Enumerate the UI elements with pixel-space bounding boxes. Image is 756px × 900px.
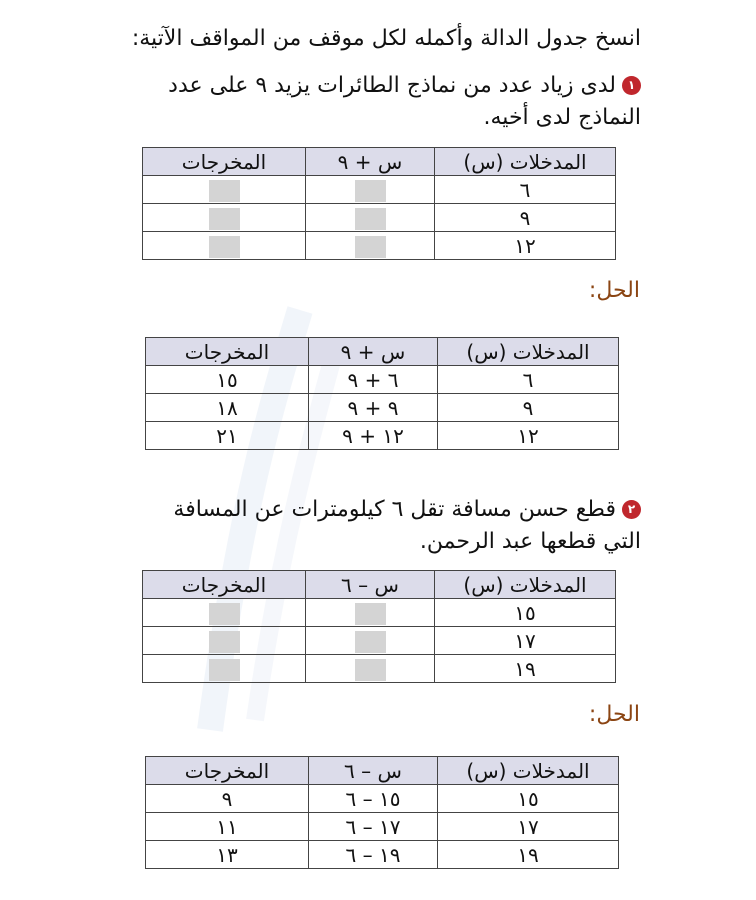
problem-2-line-2: التي قطعها عبد الرحمن.	[419, 529, 641, 554]
table-row	[143, 627, 616, 655]
table-header-inputs: المدخلات (س)	[438, 757, 619, 785]
output-cell-blank	[143, 655, 306, 683]
blank-box	[209, 603, 240, 625]
rule-cell: ١٧ – ٦	[309, 813, 438, 841]
table-header-inputs: المدخلات (س)	[435, 148, 616, 176]
solution-label-1: الحل:	[588, 278, 640, 303]
output-cell-blank	[143, 599, 306, 627]
input-cell: ١٧	[438, 813, 619, 841]
table-row	[143, 176, 616, 204]
input-cell: ١٢	[435, 232, 616, 260]
rule-cell-blank	[306, 627, 435, 655]
solution-1-table	[145, 337, 619, 450]
output-cell: ١١	[146, 813, 309, 841]
rule-cell: ١٩ – ٦	[309, 841, 438, 869]
problem-1-table	[142, 147, 616, 260]
table-header-rule: س + ٩	[309, 338, 438, 366]
problem-2-badge: ٢	[622, 500, 641, 519]
output-cell-blank	[143, 176, 306, 204]
output-cell: ٢١	[146, 422, 309, 450]
output-cell-blank	[143, 204, 306, 232]
blank-box	[209, 180, 240, 202]
table-header-inputs: المدخلات (س)	[435, 571, 616, 599]
rule-cell-blank	[306, 204, 435, 232]
solution-label-2: الحل:	[588, 702, 640, 727]
input-cell: ٩	[435, 204, 616, 232]
table-header-inputs: المدخلات (س)	[438, 338, 619, 366]
input-cell: ٩	[438, 394, 619, 422]
rule-cell-blank	[306, 176, 435, 204]
input-cell: ١٧	[435, 627, 616, 655]
rule-cell-blank	[306, 232, 435, 260]
problem-1-line-1: لدى زياد عدد من نماذج الطائرات يزيد ٩ على عدد	[168, 73, 616, 98]
instruction-text: انسخ جدول الدالة وأكمله لكل موقف من المواقف الآتية:	[131, 26, 641, 51]
table-header-outputs: المخرجات	[146, 757, 309, 785]
rule-cell-blank	[306, 655, 435, 683]
table-header-rule: س – ٦	[309, 757, 438, 785]
blank-box	[355, 180, 386, 202]
rule-cell: ١٢ + ٩	[309, 422, 438, 450]
blank-box	[209, 659, 240, 681]
table-row	[143, 655, 616, 683]
input-cell: ٦	[435, 176, 616, 204]
table-row	[146, 422, 619, 450]
table-row	[143, 232, 616, 260]
blank-box	[209, 631, 240, 653]
table-row	[146, 813, 619, 841]
blank-box	[209, 208, 240, 230]
table-row	[146, 841, 619, 869]
input-cell: ١٩	[438, 841, 619, 869]
input-cell: ١٥	[435, 599, 616, 627]
blank-box	[355, 659, 386, 681]
table-row	[143, 204, 616, 232]
output-cell: ١٥	[146, 366, 309, 394]
input-cell: ١٥	[438, 785, 619, 813]
table-header-rule: س + ٩	[306, 148, 435, 176]
problem-1-badge: ١	[622, 76, 641, 95]
blank-box	[355, 236, 386, 258]
rule-cell: ٦ + ٩	[309, 366, 438, 394]
table-row	[143, 599, 616, 627]
table-header-outputs: المخرجات	[143, 571, 306, 599]
table-header-rule: س – ٦	[306, 571, 435, 599]
output-cell: ١٨	[146, 394, 309, 422]
solution-2-table	[145, 756, 619, 869]
problem-2-text	[151, 494, 641, 558]
table-header-outputs: المخرجات	[146, 338, 309, 366]
blank-box	[355, 631, 386, 653]
rule-cell: ١٥ – ٦	[309, 785, 438, 813]
blank-box	[355, 603, 386, 625]
problem-2-table	[142, 570, 616, 683]
table-row	[146, 785, 619, 813]
blank-box	[355, 208, 386, 230]
output-cell-blank	[143, 232, 306, 260]
table-header-outputs: المخرجات	[143, 148, 306, 176]
blank-box	[209, 236, 240, 258]
output-cell: ١٣	[146, 841, 309, 869]
table-row	[146, 366, 619, 394]
rule-cell-blank	[306, 599, 435, 627]
output-cell-blank	[143, 627, 306, 655]
problem-1-text	[151, 70, 641, 134]
table-row	[146, 394, 619, 422]
rule-cell: ٩ + ٩	[309, 394, 438, 422]
input-cell: ١٩	[435, 655, 616, 683]
problem-1-line-2: النماذج لدى أخيه.	[483, 105, 641, 130]
output-cell: ٩	[146, 785, 309, 813]
input-cell: ١٢	[438, 422, 619, 450]
problem-2-line-1: قطع حسن مسافة تقل ٦ كيلومترات عن المسافة	[173, 497, 616, 522]
input-cell: ٦	[438, 366, 619, 394]
